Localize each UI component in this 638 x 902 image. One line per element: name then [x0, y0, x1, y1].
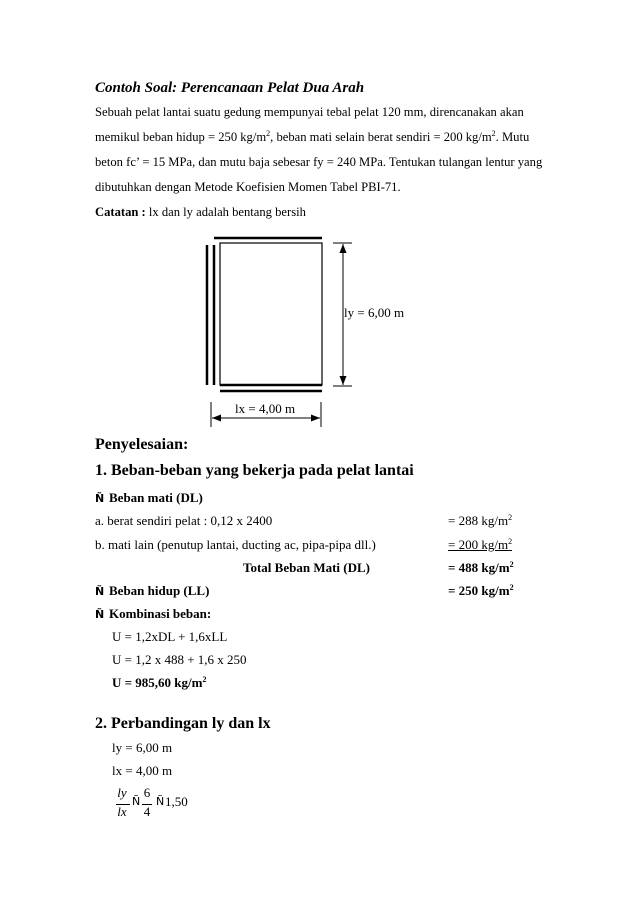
combination-heading: Ñ Kombinasi beban: — [95, 606, 212, 621]
combination-result: U = 985,60 $kg/m^2$ — [112, 675, 207, 690]
live-load-text: memikul beban hidup = 250 kg/m — [95, 130, 267, 144]
ratio-numerator: ly — [117, 785, 127, 800]
lx-arrow-left — [212, 415, 221, 422]
ly-dimension-label: ly = 6,00 m — [344, 305, 405, 320]
dead-load-text: , beban mati selain berat sendiri = 200 kg/m — [270, 130, 492, 144]
ratio-denominator-value: 4 — [143, 804, 151, 819]
lx-arrow-right — [311, 415, 320, 422]
dead-load-total-value: = 488 $kg/m^2$ — [448, 560, 514, 575]
section-1-heading: 1. Beban-beban yang bekerja pada pelat lantai — [95, 462, 414, 479]
note-label: Catatan : — [95, 205, 146, 219]
bullet-icon: Ñ — [95, 608, 105, 621]
lx-value: lx = 4,00 m — [112, 763, 173, 778]
ly-value: ly = 6,00 m — [112, 740, 173, 755]
equals-symbol: Ñ — [132, 795, 141, 808]
dead-load-heading-text: Beban mati (DL) — [109, 490, 203, 505]
bullet-icon: Ñ — [95, 585, 105, 598]
problem-line-1: Sebuah pelat lantai suatu gedung mempunyai tebal pelat 120 mm, direncanakan akan — [95, 105, 524, 119]
ratio-result: 1,50 — [165, 794, 188, 809]
ratio-numerator-value: 6 — [143, 785, 151, 800]
live-load-heading: Ñ Beban hidup (LL) — [95, 583, 210, 598]
combination-formula: U = 1,2xDL + 1,6xLL — [112, 629, 228, 644]
note-text: lx dan ly adalah bentang bersih — [145, 205, 306, 219]
note-line — [95, 200, 565, 225]
dead-load-heading — [95, 490, 203, 506]
dead-load-a-value: = 288 $kg/m^2$ — [448, 513, 513, 528]
equals-symbol: Ñ — [156, 795, 165, 808]
problem-line-3: beton fc’ = 15 MPa, dan mutu baja sebesar fy = 240 MPa. Tentukan tulangan lentur yang — [95, 155, 543, 169]
combination-substitution: U = 1,2 x 488 + 1,6 x 250 — [112, 652, 247, 667]
dead-load-b-value: = 200 $kg/m^2$ — [448, 537, 513, 552]
quality-text: . Mutu — [495, 130, 530, 144]
page-title: Contoh Soal: Perencanaan Pelat Dua Arah — [95, 80, 365, 96]
bullet-icon: Ñ — [95, 492, 105, 505]
superscript: 2 — [266, 129, 271, 138]
problem-statement — [95, 100, 565, 225]
slab-rectangle — [220, 243, 322, 385]
lx-dimension-label: lx = 4,00 m — [235, 401, 296, 416]
problem-line-2 — [95, 125, 565, 150]
solution-heading: Penyelesaian: — [95, 436, 189, 453]
ly-arrow-top — [340, 244, 347, 253]
ratio-denominator: lx — [117, 804, 127, 819]
problem-line-4: dibutuhkan dengan Metode Koefisien Momen Tabel PBI-71. — [95, 180, 401, 194]
ly-arrow-bottom — [340, 376, 347, 385]
superscript: 2 — [491, 129, 496, 138]
ratio-formula — [112, 785, 232, 825]
dead-load-total-label: Total Beban Mati (DL) — [243, 560, 370, 575]
live-load-value: = 250 $kg/m^2$ — [448, 583, 514, 598]
dead-load-b-label: b. mati lain (penutup lantai, ducting ac, pipa-pipa dll.) — [95, 537, 376, 552]
section-2-heading: 2. Perbandingan ly dan lx — [95, 715, 271, 732]
dead-load-a-label: a. berat sendiri pelat : 0,12 x 2400 — [95, 513, 273, 528]
